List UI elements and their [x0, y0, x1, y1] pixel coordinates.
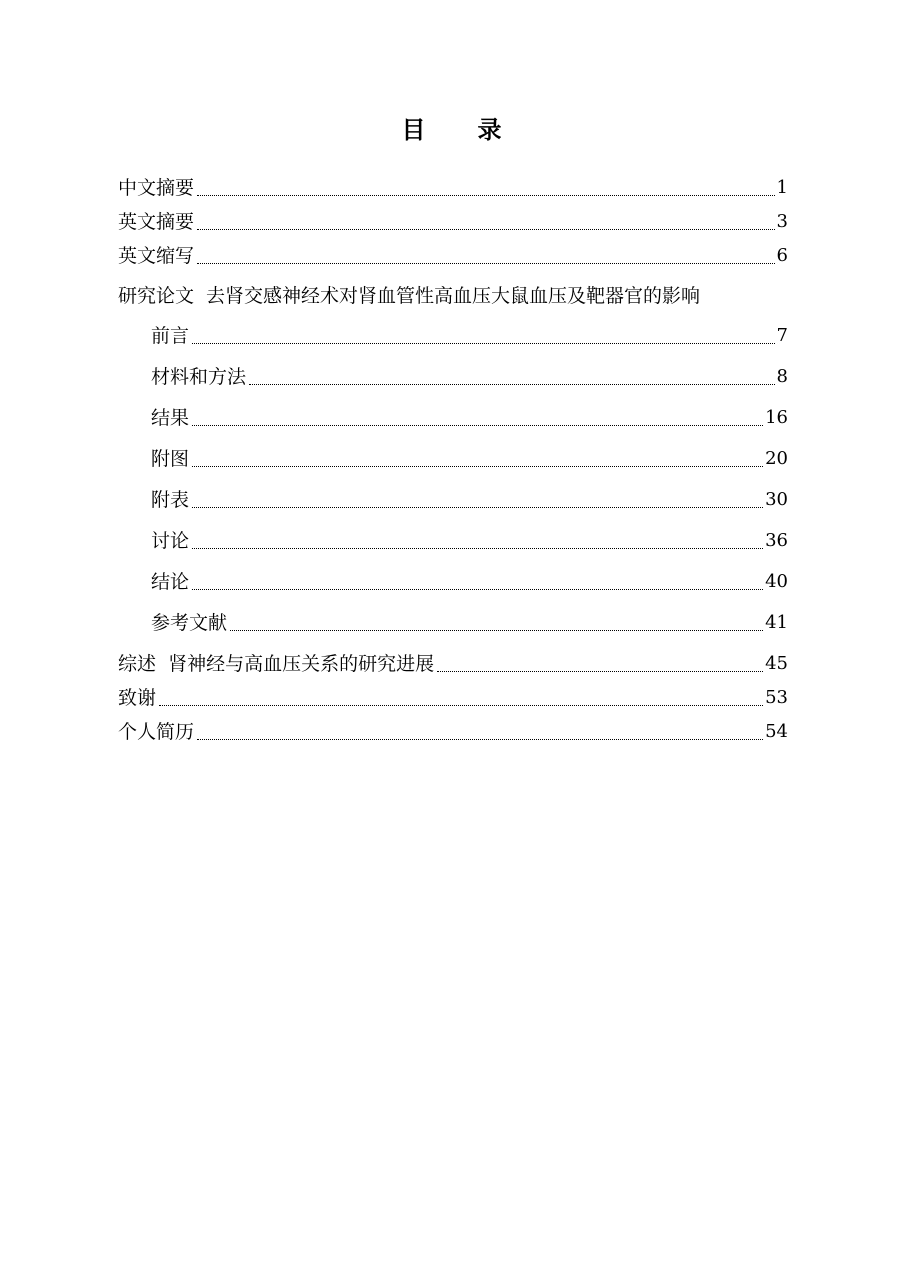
toc-entry-page: 54 — [765, 721, 788, 742]
toc-subentry-results[interactable] — [151, 404, 788, 432]
toc-entry-label: 结果 — [151, 407, 190, 429]
dot-leader — [192, 425, 763, 426]
toc-subentry-conclusion[interactable] — [151, 568, 788, 596]
toc-subentry-references[interactable] — [151, 609, 788, 637]
toc-entry-page: 41 — [765, 612, 788, 633]
toc-entry-page: 40 — [765, 571, 788, 592]
dot-leader — [192, 548, 763, 549]
page-title — [0, 114, 905, 146]
toc-entry-page: 3 — [776, 211, 788, 232]
dot-leader — [192, 343, 775, 344]
dot-leader — [192, 507, 763, 508]
toc-entry-label: 英文摘要 — [118, 211, 195, 233]
toc-entry-chinese-abstract[interactable] — [118, 174, 788, 202]
toc-entry-label: 前言 — [151, 325, 190, 347]
toc-entry-page: 8 — [776, 366, 788, 387]
dot-leader — [197, 229, 775, 230]
toc-entry-label: 讨论 — [151, 530, 190, 552]
toc-entry-cv[interactable] — [118, 718, 788, 746]
dot-leader — [197, 263, 775, 264]
toc-entry-page: 7 — [776, 325, 788, 346]
dot-leader — [437, 671, 763, 672]
toc-subentry-preface[interactable] — [151, 322, 788, 350]
toc-section-heading[interactable] — [118, 282, 700, 310]
toc-entry-abbreviations[interactable] — [118, 242, 788, 270]
dot-leader — [192, 466, 763, 467]
toc-subentry-tables[interactable] — [151, 486, 788, 514]
toc-entry-label: 参考文献 — [151, 612, 228, 634]
section-heading-label: 研究论文 — [118, 285, 195, 307]
toc-entry-english-abstract[interactable] — [118, 208, 788, 236]
toc-entry-label: 材料和方法 — [151, 366, 247, 388]
toc-entry-review[interactable] — [118, 650, 788, 678]
toc-entry-label: 个人简历 — [118, 721, 195, 743]
dot-leader — [230, 630, 763, 631]
toc-subentry-methods[interactable] — [151, 363, 788, 391]
toc-entry-page: 30 — [765, 489, 788, 510]
toc-entry-label: 综述 肾神经与高血压关系的研究进展 — [118, 653, 435, 675]
dot-leader — [197, 739, 763, 740]
dot-leader — [197, 195, 775, 196]
toc-entry-page: 53 — [765, 687, 788, 708]
dot-leader — [192, 589, 763, 590]
toc-entry-label: 致谢 — [118, 687, 157, 709]
title-char-2: 录 — [477, 116, 504, 144]
toc-entry-page: 16 — [765, 407, 788, 428]
toc-entry-label: 英文缩写 — [118, 245, 195, 267]
section-heading-subtitle: 去肾交感神经术对肾血管性高血压大鼠血压及靶器官的影响 — [206, 285, 701, 307]
toc-subentry-figures[interactable] — [151, 445, 788, 473]
toc-entry-page: 1 — [776, 177, 788, 198]
dot-leader — [159, 705, 763, 706]
title-char-1: 目 — [401, 116, 428, 144]
toc-entry-label: 中文摘要 — [118, 177, 195, 199]
toc-entry-page: 45 — [765, 653, 788, 674]
toc-entry-page: 6 — [776, 245, 788, 266]
toc-entry-label: 附表 — [151, 489, 190, 511]
toc-entry-label: 附图 — [151, 448, 190, 470]
toc-subentry-discussion[interactable] — [151, 527, 788, 555]
toc-entry-page: 36 — [765, 530, 788, 551]
toc-entry-page: 20 — [765, 448, 788, 469]
toc-entry-label: 结论 — [151, 571, 190, 593]
dot-leader — [249, 384, 775, 385]
toc-entry-acknowledgements[interactable] — [118, 684, 788, 712]
